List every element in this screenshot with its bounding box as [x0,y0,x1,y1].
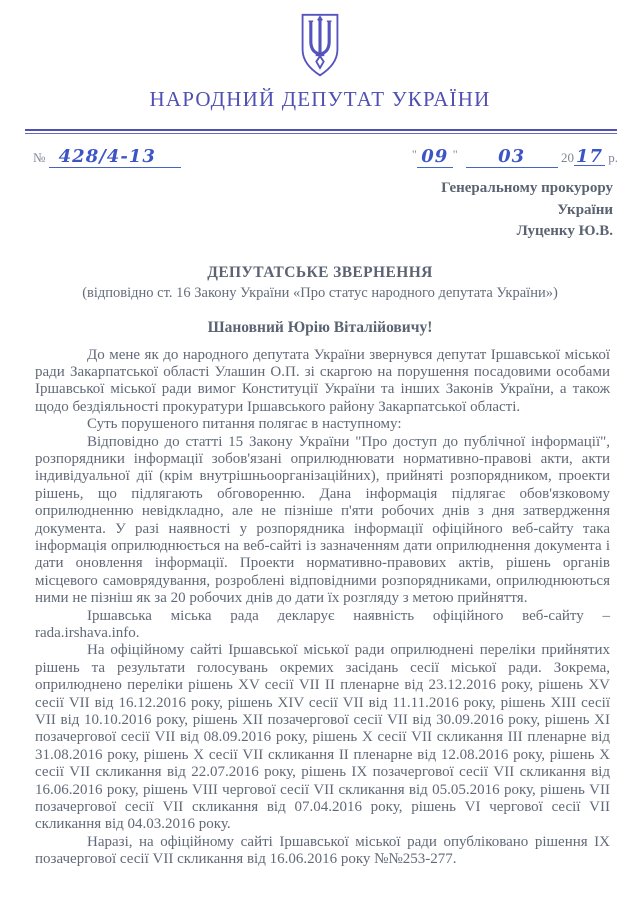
reference-row [33,146,618,168]
date-day: 09 [417,146,453,168]
addressee-line: Генеральному прокурору [441,180,613,196]
addressee-line: Луценку Ю.В. [516,223,613,239]
date-quote-open: " [411,147,417,161]
org-title: НАРОДНИЙ ДЕПУТАТ УКРАЇНИ [149,87,491,111]
ref-number-label: № [33,150,46,165]
paragraph: Суть порушеного питання полягає в наступному: [87,416,402,433]
addressee-line: України [557,201,613,218]
date-year-prefix: 20 [560,150,574,165]
date-field [412,146,618,168]
addressee-block [0,178,613,243]
date-month: 03 [466,146,558,168]
header-rule [25,129,617,134]
date-suffix: р. [608,150,618,165]
document-title: ДЕПУТАТСЬКЕ ЗВЕРНЕННЯ [207,263,433,281]
paragraph: Іршавська міська рада декларує наявність офіційного веб-сайту – rada.irshava.info. [35,607,610,641]
letterhead [0,0,640,79]
document-body [35,347,610,869]
document-subtitle: (відповідно ст. 16 Закону України «Про статус народного депутата України») [82,284,558,301]
salutation: Шановний Юрію Віталійовичу! [207,318,433,336]
paragraph: До мене як до народного депутата України звернувся депутат Іршавської міської ради Закарпатської області Улашин О.П. зі скаргою на порушення посадовими особами Іршавської міської ради вимог Конституції України та інших Законів України, а також щодо бездіяльності прокуратури Іршавського району Закарпатської області. [35,346,610,415]
ref-number-value: 428/4-13 [58,146,156,167]
ref-number-underline [49,146,181,168]
paragraph: Відповідно до статті 15 Закону України "Про доступ до публічної інформації", розпорядники інформації зобов'язані оприлюднювати нормативно-правові акти, акти індивідуальної дії (крім внутрішньоорганізаційних), прийняті розпорядником, проекти рішень, що підлягають обговоренню. Дана інформація підлягає обов'язковому оприлюдненню невідкладно, але не пізніше п'яти робочих днів з дня затвердження документа. У разі наявності у розпорядника інформації офіційного веб-сайту така інформація оприлюднюється на веб-сайті із зазначенням дати оприлюднення документа і дати оновлення інформації. Проекти нормативно-правових актів, рішень органів місцевого самоврядування, розроблені відповідними розпорядниками, оприлюднюються ними не пізніш як за 20 робочих днів до дати їх розгляду з метою прийняття. [35,433,610,607]
date-quote-close: " [452,147,458,161]
paragraph: На офіційному сайті Іршавської міської ради оприлюднені переліки прийнятих рішень та результати голосувань окремих засідань сесії міської ради. Зокрема, оприлюднено переліки рішень XV сесії VII II пленарне від 23.12.2016 року, рішень XV сесії VII від 16.12.2016 року, рішень XIV сесії VII від 11.11.2016 року, рішень XIII сесії VII від 10.10.2016 року, рішень XII позачергової сесії VII від 30.09.2016 року, рішень XI позачергової сесії VII від 08.09.2016 року, рішень X сесії VII скликання III пленарне від 31.08.2016 року, рішень X сесії VII скликання II пленарне від 12.08.2016 року, рішень X сесії VII скликання від 22.07.2016 року, рішень IX позачергової сесії VII скликання від 16.06.2016 року, рішень VIII чергової сесії VII скликання від 05.05.2016 року, рішень VII позачергової сесії VII скликання від 07.04.2016 року, рішень VI чергової сесії VII скликання від 04.03.2016 року. [35,642,610,833]
ref-number-field [33,146,181,168]
paragraph: Наразі, на офіційному сайті Іршавської міської ради опубліковано рішення IX позачергової сесії VII скликання від 16.06.2016 року №№253-277. [35,833,610,868]
date-year: 17 [575,146,603,167]
ukraine-trident-emblem [298,13,342,79]
